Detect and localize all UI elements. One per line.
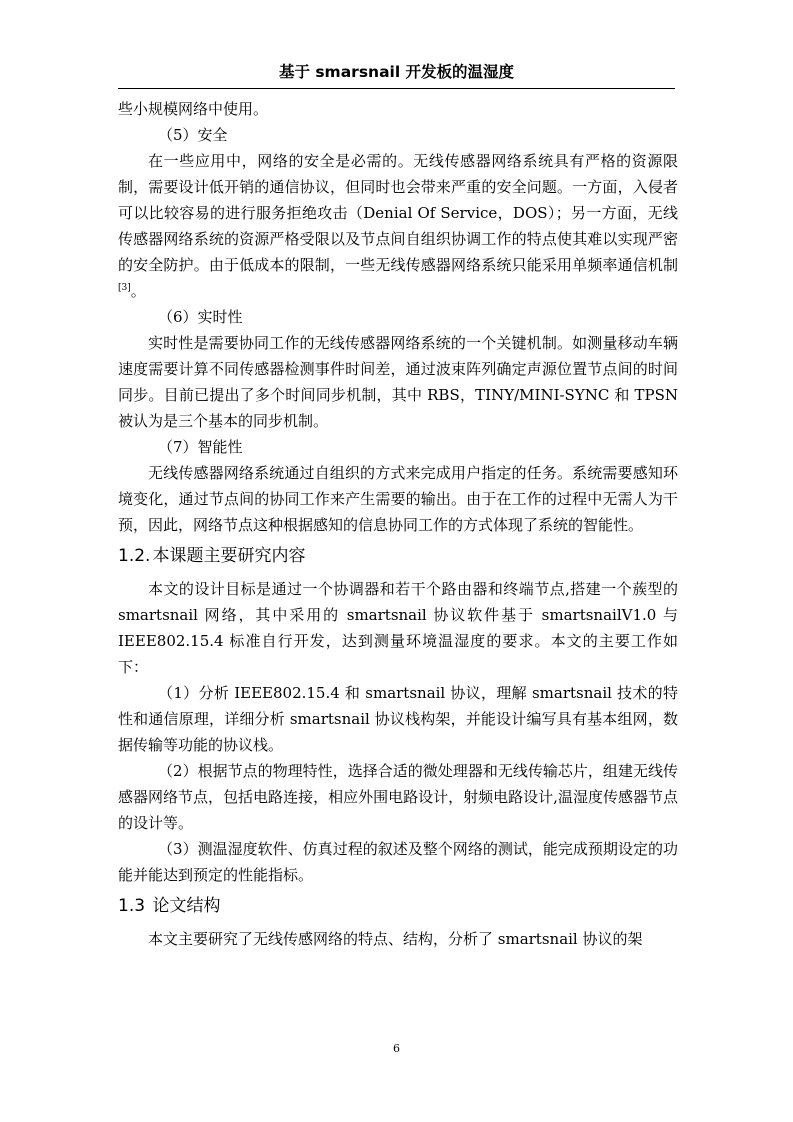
paragraph-text: 些小规模网络中使用。: [118, 100, 269, 118]
paragraph-text: 无线传感器网络系统通过自组织的方式来完成用户指定的任务。系统需要感知环境变化，通过节点间的协同工作来产生需要的输出。由于在工作的过程中无需人为干预，因此，网络节点这种根据感知的信息协同工作的方式体现了系统的智能性。: [118, 464, 678, 534]
paragraph-text: 本文的设计目标是通过一个协调器和若干个路由器和终端节点,搭建一个蔟型的 smartsnail 网络，其中采用的 smartsnail 协议软件基于 smartsnailV1.0 与 IEEE802.15.4 标准自行开发，达到测量环境温湿度的要求。本文的主要工作如下：: [118, 580, 678, 676]
citation-marker: [3]: [118, 283, 131, 293]
section-heading: [118, 544, 678, 568]
section-title: 论文结构: [147, 896, 221, 916]
header-rule: [118, 88, 675, 89]
body-paragraph: [118, 836, 678, 888]
body-paragraph: [118, 758, 678, 836]
paragraph-text: 实时性是需要协同工作的无线传感器网络系统的一个关键机制。如测量移动车辆速度需要计算不同传感器检测事件时间差，通过波束阵列确定声源位置节点间的时间同步。目前已提出了多个时间同步机制，其中 RBS，TINY/MINI-SYNC 和 TPSN 被认为是三个基本的同步机制。: [118, 334, 678, 430]
body-paragraph: [118, 96, 678, 122]
page-number: 6: [393, 1042, 400, 1055]
section-title: 本课题主要研究内容: [152, 546, 306, 566]
subsection-label: [118, 434, 678, 460]
body-paragraph: [118, 680, 678, 758]
paragraph-text: （3）测温湿度软件、仿真过程的叙述及整个网络的测试，能完成预期设定的功能并能达到预定的性能指标。: [118, 840, 678, 884]
paragraph-tail: 。: [130, 282, 146, 300]
body-paragraph: [118, 330, 678, 434]
section-number: 1.2.: [118, 546, 151, 566]
paragraph-text: （2）根据节点的物理特性，选择合适的微处理器和无线传输芯片，组建无线传感器网络节点，包括电路连接，相应外围电路设计，射频电路设计,温湿度传感器节点的设计等。: [118, 762, 678, 832]
subsection-label: [118, 304, 678, 330]
paragraph-text: （6）实时性: [158, 308, 243, 326]
body-paragraph: [118, 460, 678, 538]
subsection-label: [118, 122, 678, 148]
paragraph-text: （7）智能性: [158, 438, 243, 456]
section-number: 1.3: [118, 896, 146, 916]
paragraph-text: （1）分析 IEEE802.15.4 和 smartsnail 协议，理解 smartsnail 技术的特性和通信原理，详细分析 smartsnail 协议栈构架，并能设计编写具有基本组网，数据传输等功能的协议栈。: [118, 684, 678, 754]
paragraph-text: 在一些应用中，网络的安全是必需的。无线传感器网络系统具有严格的资源限制，需要设计低开销的通信协议，但同时也会带来严重的安全问题。一方面，入侵者可以比较容易的进行服务拒绝攻击（Denial Of Service，DOS）；另一方面，无线传感器网络系统的资源严格受限以及节点间自组织协调工作的特点使其难以实现严密的安全防护。由于低成本的限制，一些无线传感器网络系统只能采用单频率通信机制: [118, 152, 678, 274]
section-heading: [118, 894, 678, 918]
body-paragraph: [118, 576, 678, 680]
page-body: [118, 96, 678, 952]
paragraph-text: 本文主要研究了无线传感网络的特点、结构，分析了 smartsnail 协议的架: [148, 930, 643, 948]
body-paragraph: [118, 148, 678, 304]
body-paragraph: [118, 926, 678, 952]
paragraph-text: （5）安全: [158, 126, 228, 144]
page-header: 基于 smarsnail 开发板的温湿度: [278, 63, 515, 81]
